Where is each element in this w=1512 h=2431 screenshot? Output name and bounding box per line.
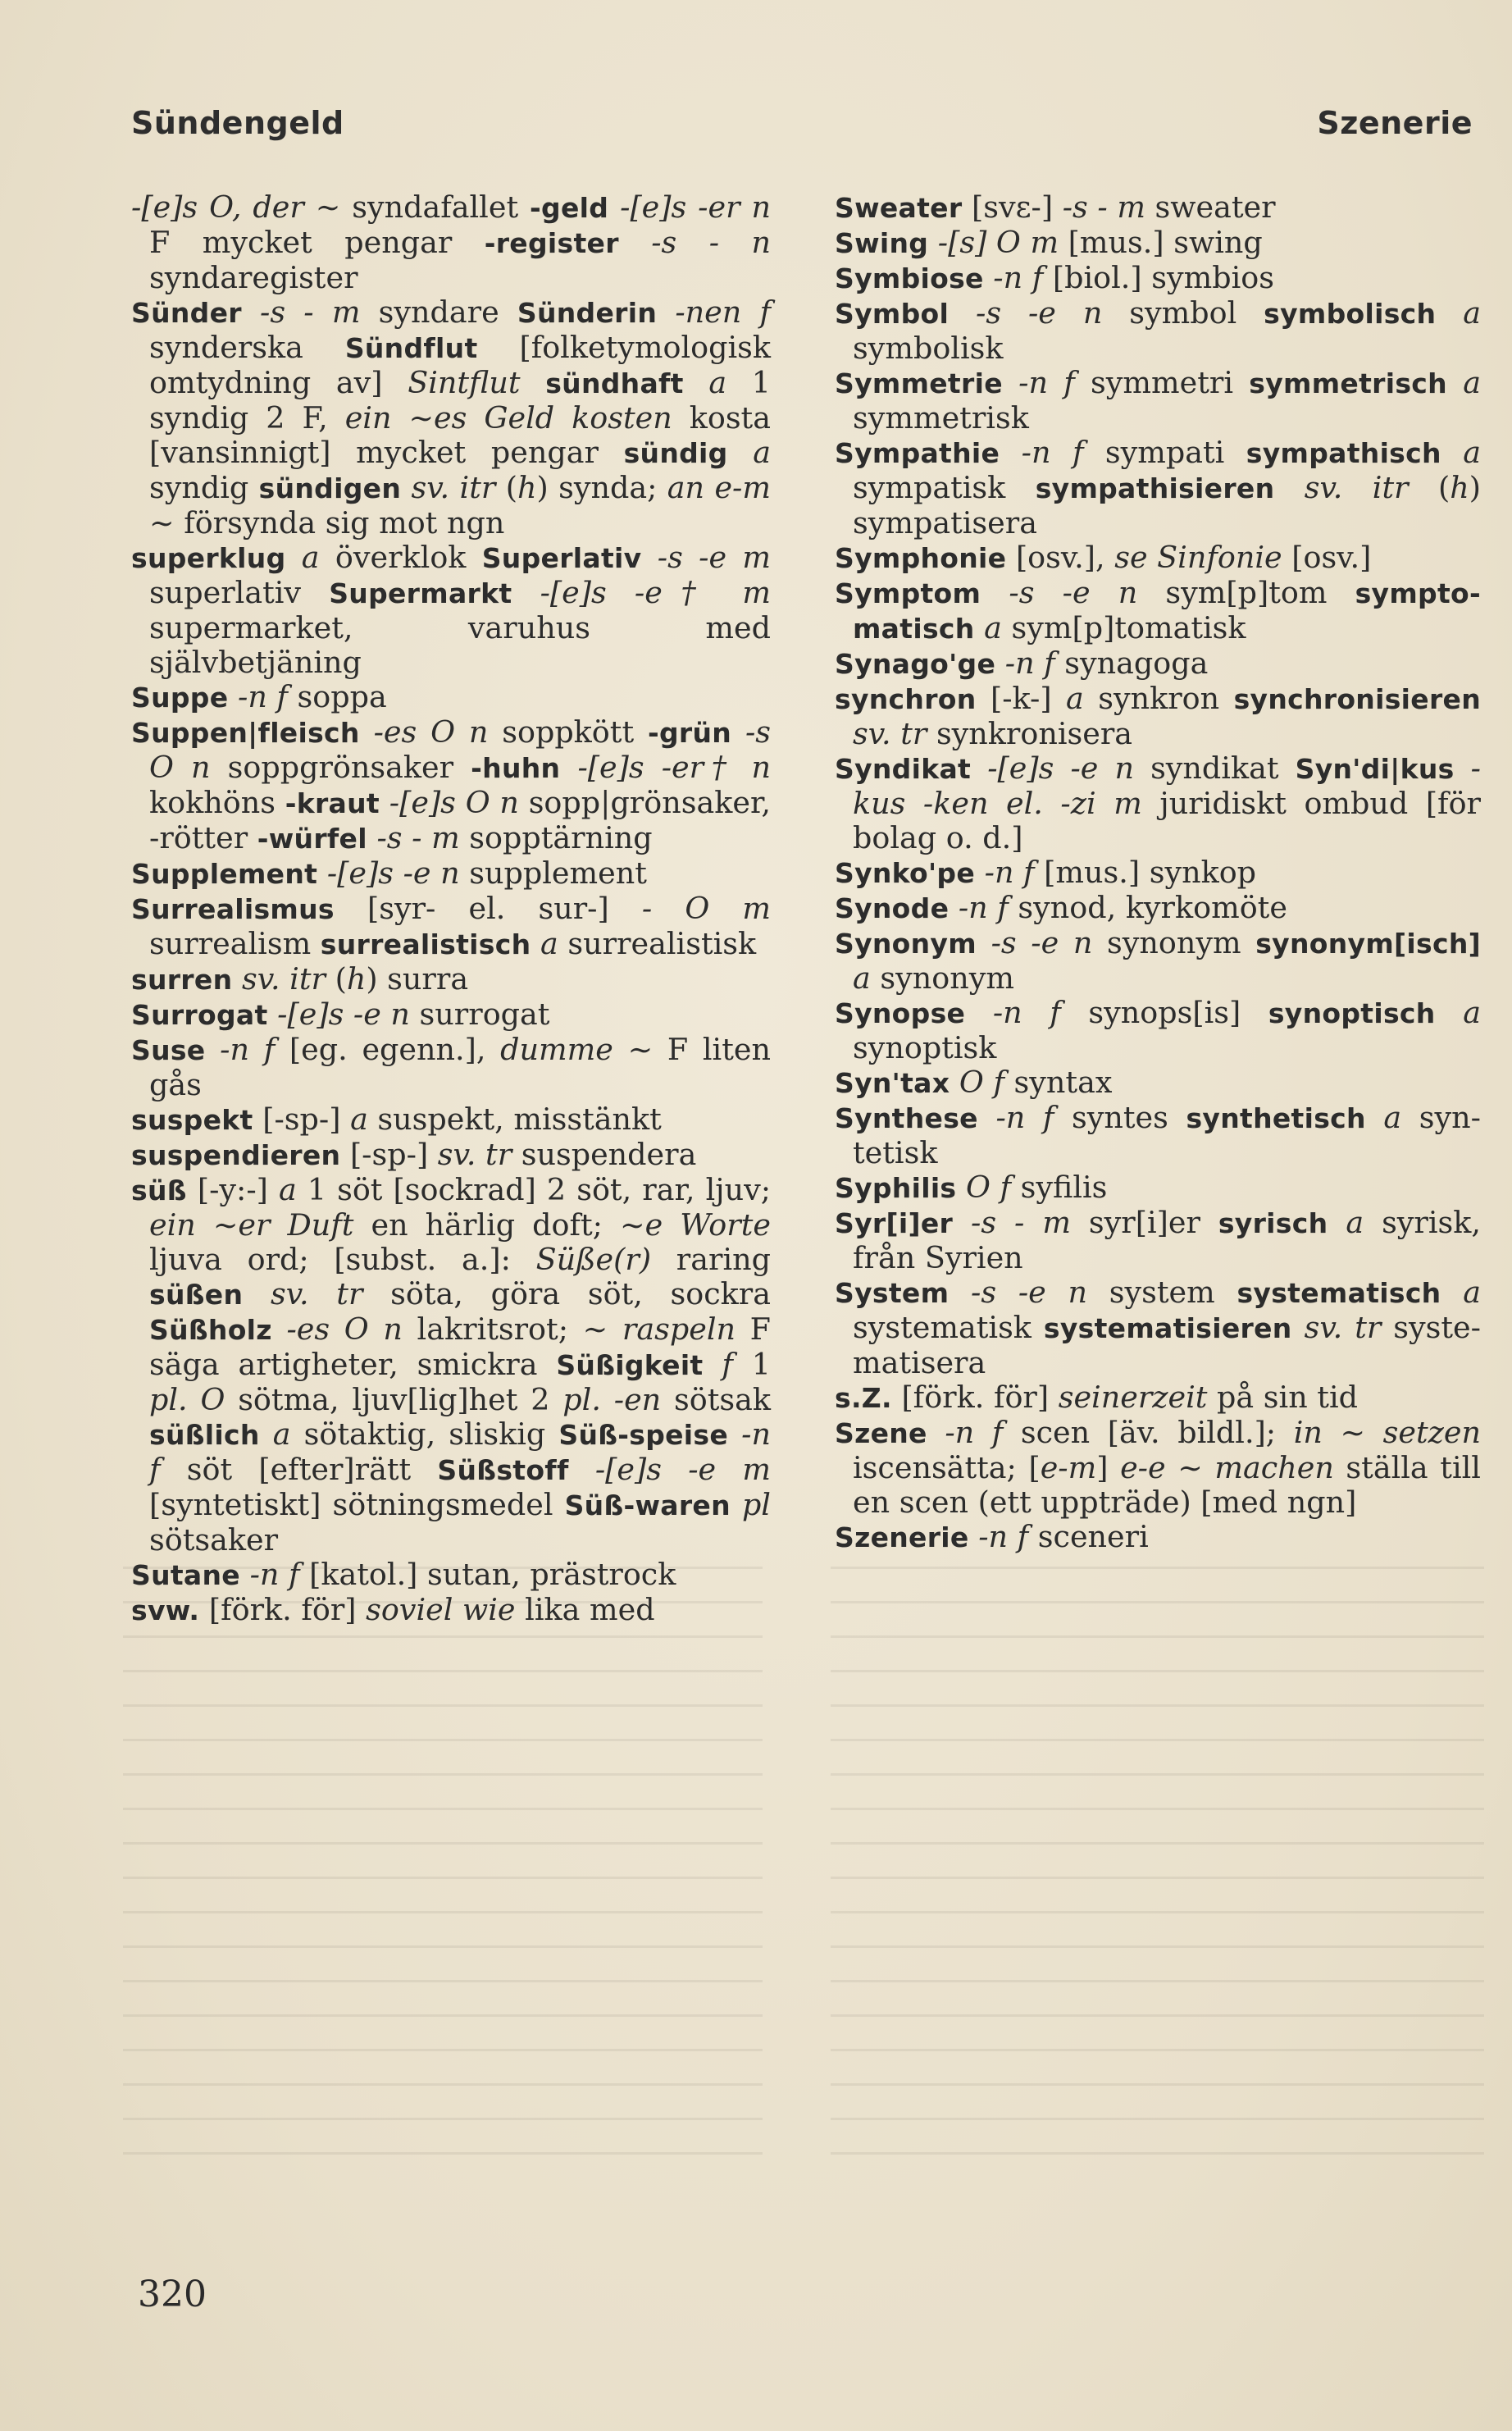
- headword: suspekt: [131, 1104, 253, 1136]
- grammar-note: a: [727, 435, 771, 470]
- translation: ) sympatisera: [853, 470, 1481, 540]
- running-head-right: Szenerie: [1317, 105, 1473, 141]
- grammar-note: -n f: [968, 1519, 1029, 1554]
- translation: syndig: [149, 470, 259, 505]
- grammar-note: a: [1441, 1275, 1481, 1310]
- translation: symbolisk: [853, 331, 1004, 366]
- headword: superklug: [131, 542, 286, 574]
- grammar-note: -n f: [149, 1416, 771, 1487]
- grammar-note: seinerzeit: [1058, 1380, 1208, 1415]
- translation: surrogat: [409, 997, 550, 1032]
- translation: supermarket, varuhus med självbetjäning: [149, 610, 771, 680]
- headword: Swing: [835, 227, 929, 259]
- dictionary-entry: [835, 1416, 1481, 1520]
- headword: Süß-waren: [564, 1489, 731, 1521]
- grammar-note: -n f: [1000, 435, 1084, 470]
- translation: syndikat: [1133, 750, 1296, 786]
- grammar-note: a: [1435, 995, 1481, 1030]
- translation: [förk. för]: [891, 1380, 1059, 1415]
- grammar-note: -s - m: [953, 1205, 1071, 1240]
- translation: surrealistisk: [558, 926, 757, 961]
- grammar-note: ∼e Worte: [620, 1207, 771, 1243]
- headword: -kraut: [285, 787, 380, 819]
- grammar-note: a: [531, 926, 558, 961]
- dictionary-entry: [131, 540, 771, 680]
- headword: Superlativ: [481, 542, 642, 574]
- headword: Syr[i]er: [835, 1207, 954, 1239]
- headword: suspendieren: [131, 1139, 341, 1171]
- grammar-note: e-e ∼ machen: [1120, 1450, 1334, 1485]
- translation: soppgrönsaker: [210, 750, 471, 785]
- grammar-note: in ∼ setzen: [1293, 1415, 1481, 1450]
- headword: Symphonie: [835, 542, 1007, 574]
- headword: Sutane: [131, 1559, 240, 1591]
- grammar-note: -s -e n: [981, 575, 1138, 610]
- translation: symmetri: [1074, 365, 1250, 400]
- translation: syndare: [360, 294, 517, 330]
- headword: Sünderin: [517, 297, 658, 329]
- translation: soppkött: [488, 714, 648, 750]
- translation: ställa till en scen (ett uppträde) [med ngn]: [853, 1450, 1481, 1520]
- grammar-note: -[e]s -e n: [971, 750, 1134, 786]
- translation: [-y:-]: [186, 1172, 279, 1207]
- grammar-note: pl. O: [149, 1382, 225, 1417]
- translation: (: [495, 470, 517, 505]
- headword: Symmetrie: [835, 367, 1003, 399]
- grammar-note: dumme ∼: [500, 1032, 654, 1067]
- grammar-note: a: [1436, 295, 1481, 331]
- translation: sweater: [1145, 189, 1276, 225]
- grammar-note: -s - n: [618, 225, 771, 260]
- headword: Synthese: [835, 1102, 978, 1134]
- headword: Synopse: [835, 997, 966, 1029]
- headword: systematisch: [1236, 1277, 1441, 1309]
- translation: [katol.] sutan, prästrock: [299, 1557, 676, 1592]
- translation: syn-tetisk: [853, 1100, 1481, 1170]
- grammar-note: -n f: [995, 645, 1055, 681]
- dictionary-entry: [835, 576, 1481, 646]
- headword: Syn'di|kus: [1295, 753, 1455, 785]
- grammar-note: -[e]s -e n: [267, 997, 410, 1032]
- grammar-note: Süße(r): [535, 1242, 652, 1277]
- dictionary-entry: [131, 962, 771, 997]
- page-number: 320: [138, 2274, 207, 2315]
- translation: synod, kyrkomöte: [1008, 890, 1287, 925]
- grammar-note: a: [853, 960, 871, 996]
- translation: F mycket pengar: [149, 225, 485, 260]
- grammar-note: an e-m ∼: [149, 470, 772, 540]
- translation: sötsak: [661, 1382, 771, 1417]
- grammar-note: f: [703, 1347, 733, 1382]
- dictionary-entry: [835, 436, 1481, 540]
- grammar-note: -s - m: [367, 820, 460, 855]
- translation: [syr- el. sur-]: [334, 891, 642, 926]
- headword: -geld: [530, 192, 609, 224]
- grammar-note: sv. itr: [401, 470, 496, 505]
- left-column: [131, 190, 771, 1628]
- dictionary-entry: [835, 190, 1481, 226]
- headword: Süß-speise: [558, 1419, 729, 1451]
- headword: sympathisieren: [1035, 472, 1275, 504]
- translation: en härlig doft;: [353, 1207, 621, 1243]
- translation: sym[p]tom: [1137, 575, 1355, 610]
- translation: symbol: [1102, 295, 1264, 331]
- translation: lika med: [515, 1592, 655, 1627]
- translation: sceneri: [1028, 1519, 1149, 1554]
- translation: synkron: [1083, 681, 1234, 716]
- dictionary-entry: [131, 1102, 771, 1138]
- grammar-note: a: [1365, 1100, 1402, 1135]
- headword: Synode: [835, 892, 950, 924]
- translation: (: [1408, 470, 1451, 505]
- grammar-note: -n f: [949, 890, 1009, 925]
- grammar-note: e-m: [1040, 1450, 1097, 1485]
- grammar-note: -[e]s -er† n: [560, 750, 771, 785]
- translation: ∼ syndafallet: [303, 189, 531, 225]
- translation: suspekt, misstänkt: [367, 1101, 662, 1137]
- translation: F säga artigheter, smickra: [149, 1311, 772, 1382]
- translation: sötma, ljuv[lig]het 2: [225, 1382, 563, 1417]
- headword: Symptom: [835, 577, 981, 609]
- dictionary-entry: [835, 261, 1481, 296]
- grammar-note: O f: [950, 1065, 1004, 1100]
- headword: s.Z.: [835, 1382, 892, 1414]
- grammar-note: -[e]s -e† m: [512, 575, 771, 610]
- grammar-note: -n f: [239, 1557, 300, 1592]
- grammar-note: -[e]s O, der: [131, 189, 304, 225]
- grammar-note: -[e]s O n: [379, 785, 519, 820]
- headword: süßen: [149, 1279, 244, 1311]
- grammar-note: -n f: [975, 855, 1035, 890]
- translation: syndaregister: [149, 260, 358, 295]
- grammar-note: -s -e n: [949, 295, 1103, 331]
- translation: sopp|grönsaker, -rötter: [149, 785, 771, 855]
- grammar-note: -n f: [983, 260, 1044, 295]
- translation: försynda sig mot ngn: [174, 505, 505, 540]
- headword: Supplement: [131, 858, 318, 890]
- translation: system: [1087, 1275, 1237, 1310]
- dictionary-entry: [835, 296, 1481, 366]
- translation: syste-matisera: [853, 1310, 1481, 1380]
- headword: System: [835, 1277, 950, 1309]
- translation: sötsaker: [149, 1522, 279, 1558]
- translation: [-sp-]: [340, 1137, 438, 1172]
- translation: överklok: [319, 540, 482, 575]
- translation: [eg. egenn.],: [275, 1032, 501, 1067]
- translation: [osv.]: [1282, 540, 1372, 575]
- grammar-note: -s -e n: [976, 925, 1093, 960]
- headword: Synago'ge: [835, 648, 996, 680]
- translation: raring: [651, 1242, 771, 1277]
- headword: Syndikat: [835, 753, 972, 785]
- headword: Szene: [835, 1417, 927, 1449]
- headword: synonym[isch]: [1255, 928, 1482, 960]
- grammar-note: -s - m: [1062, 189, 1145, 225]
- headword: synchronisieren: [1233, 683, 1481, 715]
- translation: söta, göra söt, sockra: [362, 1276, 771, 1311]
- grammar-note: se Sinfonie: [1114, 540, 1282, 575]
- grammar-note: soviel wie: [366, 1592, 516, 1627]
- headword: systematisieren: [1043, 1312, 1292, 1344]
- headword: Supermarkt: [329, 577, 512, 609]
- dictionary-entry: [131, 1138, 771, 1173]
- dictionary-entry: [835, 751, 1481, 855]
- grammar-note: a: [285, 540, 320, 575]
- grammar-note: -n f: [977, 1100, 1054, 1135]
- headword: -würfel: [257, 823, 367, 855]
- translation: [-sp-]: [253, 1101, 351, 1137]
- translation: på sin tid: [1207, 1380, 1359, 1415]
- dictionary-entry: [835, 891, 1481, 926]
- headword: Süßigkeit: [556, 1349, 704, 1381]
- headword: svw.: [131, 1594, 200, 1626]
- translation: [syntetiskt] sötningsmedel: [149, 1487, 565, 1522]
- translation: 1 söt [sockrad] 2 söt, rar, ljuv;: [296, 1172, 771, 1207]
- dictionary-entry: [131, 997, 771, 1033]
- headword: Synonym: [835, 928, 977, 960]
- grammar-note: a: [1446, 365, 1482, 400]
- translation: [biol.] symbios: [1043, 260, 1274, 295]
- dictionary-entry: [131, 856, 771, 892]
- headword: sympathisch: [1246, 437, 1441, 469]
- headword: Symbiose: [835, 262, 984, 294]
- headword: Suppen|fleisch: [131, 717, 360, 749]
- headword: sündig: [623, 437, 728, 469]
- grammar-note: a: [350, 1101, 368, 1137]
- grammar-note: -n f: [228, 679, 288, 714]
- headword: surren: [131, 964, 233, 996]
- translation: sym[p]tomatisk: [1001, 610, 1246, 645]
- dictionary-entry: [131, 715, 771, 856]
- headword: Suse: [131, 1034, 206, 1066]
- dictionary-entry: [835, 1275, 1481, 1380]
- dictionary-entry: [131, 1033, 771, 1102]
- headword: symmetrisch: [1249, 367, 1447, 399]
- translation: kosta [vansinnigt] mycket pengar: [149, 400, 771, 470]
- headword: Sünder: [131, 297, 242, 329]
- grammar-note: -s -e m: [641, 540, 771, 575]
- translation: sopptärning: [459, 820, 653, 855]
- dictionary-entry: [835, 926, 1481, 996]
- grammar-note: -n f: [965, 995, 1061, 1030]
- grammar-note: - O m: [641, 891, 771, 926]
- headword: Sympathie: [835, 437, 1000, 469]
- dictionary-entry: [131, 295, 771, 540]
- grammar-note: sv. tr: [437, 1137, 512, 1172]
- headword: synchron: [835, 683, 977, 715]
- grammar-note: ein ∼er Duft: [149, 1207, 354, 1243]
- translation: synagoga: [1054, 645, 1209, 681]
- translation: ) surra: [366, 961, 469, 997]
- grammar-note: -n f: [927, 1415, 1004, 1450]
- grammar-note: -[s] O m: [928, 225, 1059, 260]
- grammar-note: -nen f: [657, 294, 771, 330]
- grammar-note: h: [346, 961, 367, 997]
- headword: Szenerie: [835, 1521, 969, 1553]
- headword: surrealistisch: [320, 928, 531, 960]
- translation: synoptisk: [853, 1030, 997, 1065]
- grammar-note: a: [683, 365, 727, 400]
- headword: synoptisch: [1268, 997, 1436, 1029]
- translation: kokhöns: [149, 785, 285, 820]
- grammar-note: -es O n: [359, 714, 489, 750]
- grammar-note: a: [278, 1172, 297, 1207]
- translation: [folketymologisk omtydning av]: [149, 330, 771, 400]
- grammar-note: -kus -ken el. -zi m: [853, 750, 1482, 821]
- headword: Suppe: [131, 682, 229, 714]
- grammar-note: -n f: [1002, 365, 1075, 400]
- translation: sympatisk: [853, 470, 1036, 505]
- dictionary-entry: [835, 1170, 1481, 1206]
- headword: Sündflut: [344, 332, 478, 364]
- headword: synthetisch: [1186, 1102, 1366, 1134]
- right-column: [835, 190, 1481, 1555]
- translation: synkronisera: [927, 716, 1133, 751]
- headword: syrisch: [1218, 1207, 1328, 1239]
- dictionary-entry: [835, 996, 1481, 1065]
- dictionary-entry: [835, 646, 1481, 682]
- headword: symbolisch: [1264, 298, 1437, 330]
- headword: süß: [131, 1174, 187, 1206]
- grammar-note: -[e]s -e m: [568, 1452, 771, 1487]
- grammar-note: sv. tr: [1291, 1310, 1382, 1345]
- dictionary-entry: [835, 1065, 1481, 1101]
- grammar-note: -es O n: [271, 1311, 403, 1347]
- headword: -grün: [647, 717, 732, 749]
- grammar-note: -n f: [205, 1032, 276, 1067]
- headword: Syn'tax: [835, 1067, 950, 1099]
- translation: [svε-]: [962, 189, 1063, 225]
- headword: Syphilis: [835, 1172, 957, 1204]
- translation: 1: [732, 1347, 771, 1382]
- translation: ]: [1096, 1450, 1121, 1485]
- translation: [-k-]: [976, 681, 1067, 716]
- headword: sündhaft: [545, 367, 684, 399]
- dictionary-entry: [835, 1101, 1481, 1170]
- translation: [mus.] synkop: [1034, 855, 1257, 890]
- dictionary-entry: [131, 190, 771, 295]
- translation: (: [325, 961, 347, 997]
- translation: syrisk, från Syrien: [853, 1205, 1481, 1275]
- translation: syfilis: [1011, 1170, 1108, 1205]
- headword: süßlich: [149, 1419, 260, 1451]
- translation: suspendera: [512, 1137, 697, 1172]
- translation: [förk. för]: [199, 1592, 367, 1627]
- translation: ljuva ord; [subst. a.]:: [149, 1242, 536, 1277]
- headword: sündigen: [258, 472, 402, 504]
- translation: syntes: [1054, 1100, 1186, 1135]
- translation: syr[i]er: [1070, 1205, 1218, 1240]
- grammar-note: a: [1441, 435, 1481, 470]
- grammar-note: a: [1066, 681, 1084, 716]
- translation: iscensätta; [: [853, 1450, 1041, 1485]
- translation: juridiskt ombud [för bolag o. d.]: [853, 786, 1481, 855]
- headword: sympto-matisch: [853, 577, 1482, 645]
- headword: Surrogat: [131, 999, 268, 1031]
- translation: F liten gås: [149, 1032, 772, 1102]
- translation: synonym: [870, 960, 1014, 996]
- grammar-note: a: [974, 610, 1002, 645]
- translation: synonym: [1092, 925, 1256, 960]
- dictionary-entry: [835, 855, 1481, 891]
- headword: Surrealismus: [131, 893, 335, 925]
- dictionary-entry: [835, 366, 1481, 436]
- dictionary-entry: [835, 226, 1481, 261]
- translation: surrealism: [149, 926, 321, 961]
- headword: Süßholz: [149, 1314, 272, 1346]
- grammar-note: ∼ raspeln: [582, 1311, 736, 1347]
- translation: ) synda;: [536, 470, 667, 505]
- grammar-note: -[e]s -er n: [608, 189, 772, 225]
- grammar-note: sv. itr: [232, 961, 326, 997]
- translation: symmetrisk: [853, 400, 1029, 436]
- translation: synderska: [149, 330, 345, 365]
- translation: [osv.],: [1006, 540, 1115, 575]
- translation: sympati: [1083, 435, 1246, 470]
- grammar-note: sv. itr: [1274, 470, 1409, 505]
- grammar-note: h: [1450, 470, 1469, 505]
- dictionary-entry: [131, 680, 771, 715]
- grammar-note: -s -e n: [949, 1275, 1088, 1310]
- running-head-left: Sündengeld: [131, 105, 344, 141]
- dictionary-entry: [131, 892, 771, 962]
- translation: [521, 365, 546, 400]
- translation: 1 syndig 2 F,: [149, 365, 772, 436]
- dictionary-entry: [835, 1380, 1481, 1416]
- grammar-note: -s - m: [241, 294, 361, 330]
- dictionary-entry: [131, 1173, 771, 1558]
- headword: -huhn: [471, 752, 561, 784]
- grammar-note: -s O n: [149, 714, 772, 785]
- headword: -register: [484, 227, 619, 259]
- headword: Süßstoff: [437, 1454, 569, 1486]
- translation: soppa: [287, 679, 387, 714]
- grammar-note: Sintflut: [408, 365, 521, 400]
- grammar-note: pl. -en: [562, 1382, 662, 1417]
- dictionary-entry: [835, 540, 1481, 576]
- translation: synops[is]: [1060, 995, 1268, 1030]
- grammar-note: O f: [956, 1170, 1012, 1205]
- grammar-note: ein ∼es Geld kosten: [344, 400, 672, 436]
- translation: supplement: [459, 855, 647, 891]
- dictionary-entry: [835, 1206, 1481, 1275]
- translation: syntax: [1004, 1065, 1113, 1100]
- headword: Sweater: [835, 192, 963, 224]
- translation: superlativ: [149, 575, 330, 610]
- grammar-note: h: [517, 470, 537, 505]
- translation: sötaktig, sliskig: [290, 1416, 559, 1452]
- grammar-note: a: [259, 1416, 291, 1452]
- bleed-through-texture: [123, 1542, 1484, 2182]
- grammar-note: sv. tr: [853, 716, 927, 751]
- grammar-note: a: [1328, 1205, 1364, 1240]
- grammar-note: -[e]s -e n: [317, 855, 460, 891]
- grammar-note: sv. tr: [243, 1276, 363, 1311]
- translation: lakritsrot;: [402, 1311, 583, 1347]
- translation: scen [äv. bildl.];: [1003, 1415, 1294, 1450]
- translation: systematisk: [853, 1310, 1044, 1345]
- headword: Symbol: [835, 298, 950, 330]
- translation: söt [efter]rätt: [160, 1452, 438, 1487]
- translation: [mus.] swing: [1059, 225, 1263, 260]
- headword: Synko'pe: [835, 857, 976, 889]
- dictionary-entry: [835, 682, 1481, 751]
- grammar-note: pl: [730, 1487, 771, 1522]
